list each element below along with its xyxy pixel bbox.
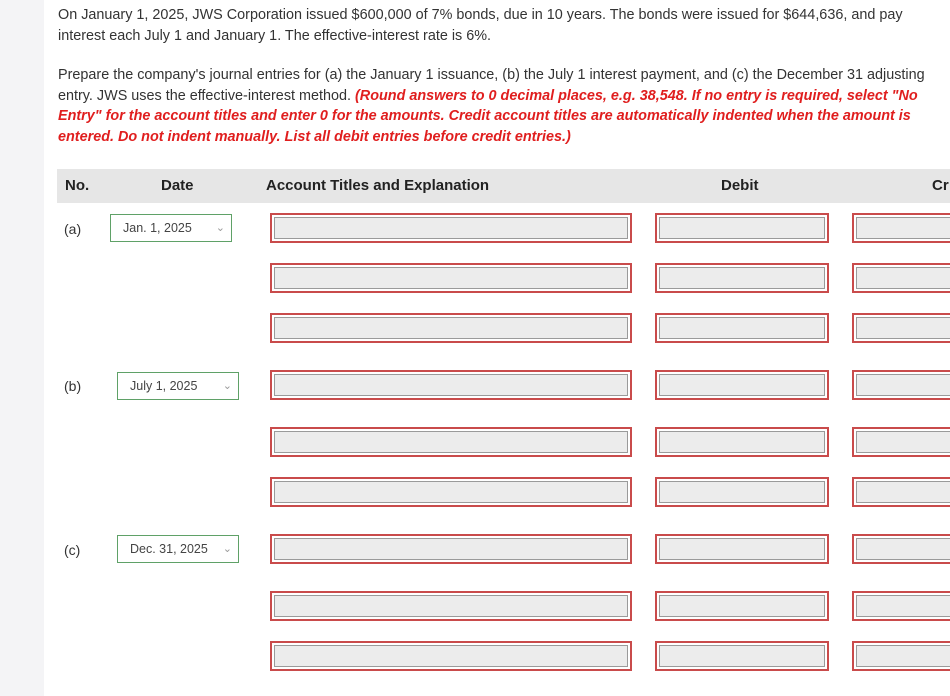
header-debit: Debit xyxy=(721,177,759,194)
entry-c-credit-input-1[interactable] xyxy=(856,538,950,560)
entry-b-date-select[interactable] xyxy=(117,372,239,400)
entry-b-credit-input-2[interactable] xyxy=(856,431,950,453)
entry-b-label: (b) xyxy=(64,378,82,394)
entry-a-credit-field-1[interactable] xyxy=(852,213,950,243)
entry-b-account-field-1[interactable] xyxy=(270,370,632,400)
entry-b-debit-field-2[interactable] xyxy=(655,427,829,457)
entry-a-account-field-3[interactable] xyxy=(270,313,632,343)
entry-a-account-field-2[interactable] xyxy=(270,263,632,293)
entry-b-debit-field-1[interactable] xyxy=(655,370,829,400)
entry-a-credit-input-1[interactable] xyxy=(856,217,950,239)
entry-c-debit-input-2[interactable] xyxy=(659,595,825,617)
entry-a-label: (a) xyxy=(64,221,82,237)
entry-b-account-field-2[interactable] xyxy=(270,427,632,457)
entry-a-debit-input-1[interactable] xyxy=(659,217,825,239)
entry-a-credit-input-3[interactable] xyxy=(856,317,950,339)
entry-c-debit-field-2[interactable] xyxy=(655,591,829,621)
journal-table-header xyxy=(57,169,950,203)
entry-c-debit-field-3[interactable] xyxy=(655,641,829,671)
entry-c-account-input-3[interactable] xyxy=(274,645,628,667)
entry-b-date-value: July 1, 2025 xyxy=(130,379,198,393)
entry-a-date-value: Jan. 1, 2025 xyxy=(123,221,192,235)
entry-b-account-input-3[interactable] xyxy=(274,481,628,503)
prompt-text: Prepare the company's journal entries for (a) the January 1 issuance, (b) the July 1 interest payment, and (c) the December 31 adjusting entry. JWS uses the effective-interest method. xyxy=(58,67,925,104)
entry-c-date-value: Dec. 31, 2025 xyxy=(130,542,208,556)
instructions-text: (Round answers to 0 decimal places, e.g. 38,548. If no entry is required, select "No Entry" for the account titles and enter 0 for the amounts. Credit account titles are automatically indented when the amount is entered. Do not indent manually. List all debit entries before credit entries.) xyxy=(58,87,918,145)
question-panel xyxy=(44,0,950,696)
entry-a-debit-input-3[interactable] xyxy=(659,317,825,339)
header-date: Date xyxy=(161,177,194,194)
entry-a-account-field-1[interactable] xyxy=(270,213,632,243)
entry-a-debit-field-2[interactable] xyxy=(655,263,829,293)
entry-c-date-select[interactable] xyxy=(117,535,239,563)
entry-b-credit-field-3[interactable] xyxy=(852,477,950,507)
entry-b-credit-field-1[interactable] xyxy=(852,370,950,400)
entry-a-debit-input-2[interactable] xyxy=(659,267,825,289)
entry-b-credit-input-3[interactable] xyxy=(856,481,950,503)
entry-c-account-field-2[interactable] xyxy=(270,591,632,621)
entry-c-credit-input-2[interactable] xyxy=(856,595,950,617)
question-prompt xyxy=(58,65,938,147)
entry-c-label: (c) xyxy=(64,542,81,558)
entry-b-debit-input-3[interactable] xyxy=(659,481,825,503)
entry-a-account-input-1[interactable] xyxy=(274,217,628,239)
entry-c-credit-field-3[interactable] xyxy=(852,641,950,671)
entry-c-account-field-1[interactable] xyxy=(270,534,632,564)
question-intro: On January 1, 2025, JWS Corporation issued $600,000 of 7% bonds, due in 10 years. The bonds were issued for $644,636, and pay interest each July 1 and January 1. The effective-interest rate is 6%. xyxy=(58,7,903,44)
entry-c-account-field-3[interactable] xyxy=(270,641,632,671)
entry-a-debit-field-3[interactable] xyxy=(655,313,829,343)
entry-a-account-input-2[interactable] xyxy=(274,267,628,289)
entry-a-credit-input-2[interactable] xyxy=(856,267,950,289)
entry-b-credit-field-2[interactable] xyxy=(852,427,950,457)
entry-c-credit-field-2[interactable] xyxy=(852,591,950,621)
entry-b-credit-input-1[interactable] xyxy=(856,374,950,396)
entry-a-date-select[interactable] xyxy=(110,214,232,242)
chevron-down-icon: ⌄ xyxy=(222,543,232,555)
entry-b-debit-input-1[interactable] xyxy=(659,374,825,396)
entry-b-account-field-3[interactable] xyxy=(270,477,632,507)
entry-c-debit-input-1[interactable] xyxy=(659,538,825,560)
entry-c-account-input-2[interactable] xyxy=(274,595,628,617)
entry-b-debit-input-2[interactable] xyxy=(659,431,825,453)
entry-b-account-input-2[interactable] xyxy=(274,431,628,453)
entry-a-credit-field-2[interactable] xyxy=(852,263,950,293)
entry-b-debit-field-3[interactable] xyxy=(655,477,829,507)
header-credit: Cr xyxy=(932,177,949,194)
entry-c-account-input-1[interactable] xyxy=(274,538,628,560)
header-account: Account Titles and Explanation xyxy=(266,177,490,194)
entry-a-credit-field-3[interactable] xyxy=(852,313,950,343)
entry-c-debit-field-1[interactable] xyxy=(655,534,829,564)
chevron-down-icon: ⌄ xyxy=(215,222,225,234)
chevron-down-icon: ⌄ xyxy=(222,380,232,392)
entry-b-account-input-1[interactable] xyxy=(274,374,628,396)
entry-c-credit-field-1[interactable] xyxy=(852,534,950,564)
entry-c-credit-input-3[interactable] xyxy=(856,645,950,667)
entry-a-debit-field-1[interactable] xyxy=(655,213,829,243)
entry-a-account-input-3[interactable] xyxy=(274,317,628,339)
entry-c-debit-input-3[interactable] xyxy=(659,645,825,667)
header-no: No. xyxy=(65,177,90,194)
